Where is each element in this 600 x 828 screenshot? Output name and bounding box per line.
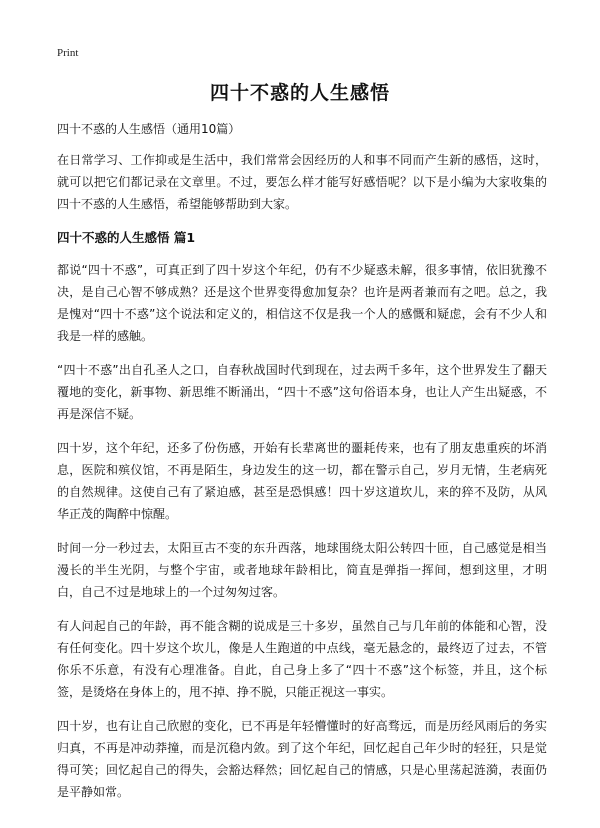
intro-paragraph: 在日常学习、工作抑或是生活中，我们常常会因经历的人和事不同而产生新的感悟，这时，就可以把它们都记录在文章里。不过，要怎么样才能写好感悟呢？以下是小编为大家收集的四十不惑的人生感悟，希望能够帮助到大家。 (57, 153, 547, 211)
document-body (57, 118, 547, 815)
body-paragraph-3: 四十岁，这个年纪，还多了份伤感，开始有长辈离世的噩耗传来，也有了朋友患重疾的坏消息，医院和殡仪馆，不再是陌生，身边发生的这一切，都在警示自己，岁月无情，生老病死的自然规律。这使自己有了紧迫感，甚至是恐惧感！四十岁这道坎儿，来的猝不及防，从风华正茂的陶醉中惊醒。 (57, 441, 547, 521)
section-heading: 四十不惑的人生感悟 篇1 (57, 230, 196, 245)
body-paragraph-4: 时间一分一秒过去，太阳亘古不变的东升西落，地球围绕太阳公转四十匝，自己感觉是相当漫长的半生光阴，与整个宇宙，或者地球年龄相比，简直是弹指一挥间，想到这里，才明白，自己不过是地球上的一个过匆匆过客。 (57, 541, 547, 599)
body-paragraph-1: 都说“四十不惑”，可真正到了四十岁这个年纪，仍有不少疑惑未解，很多事情，依旧犹豫不决，是自己心智不够成熟？还是这个世界变得愈加复杂？也许是两者兼而有之吧。总之，我是愧对“四十不惑”这个说法和定义的，相信这不仅是我一个人的感慨和疑虑，会有不少人和我是一样的感触。 (57, 263, 547, 343)
document-subtitle: 四十不惑的人生感悟（通用10篇） (57, 122, 241, 136)
body-paragraph-2: “四十不惑”出自孔圣人之口，自春秋战国时代到现在，过去两千多年，这个世界发生了翻天覆地的变化，新事物、新思维不断涌出，“四十不惑”这句俗语本身，也让人产生出疑惑，不再是深信不疑。 (57, 363, 547, 421)
document-title: 四十不惑的人生感悟 (209, 82, 390, 104)
print-label: Print (57, 47, 79, 59)
body-paragraph-6: 四十岁，也有让自己欣慰的变化，已不再是年轻懵懂时的好高骛远，而是历经风雨后的务实归真，不再是冲动莽撞，而是沉稳内敛。到了这个年纪，回忆起自己年少时的轻狂，只是觉得可笑；回忆起自己的得失，会豁达释然；回忆起自己的情感，只是心里荡起涟漪，表面仍是平静如常。 (57, 719, 547, 799)
body-paragraph-5: 有人问起自己的年龄，再不能含糊的说成是三十多岁，虽然自己与几年前的体能和心智，没有任何变化。四十岁这个坎儿，像是人生跑道的中点线，毫无悬念的，最终迈了过去，不管你乐不乐意，有没有心理准备。自此，自己身上多了“四十不惑”这个标签，并且，这个标签，是烫烙在身体上的，甩不掉、挣不脱，只能正视这一事实。 (57, 619, 547, 699)
